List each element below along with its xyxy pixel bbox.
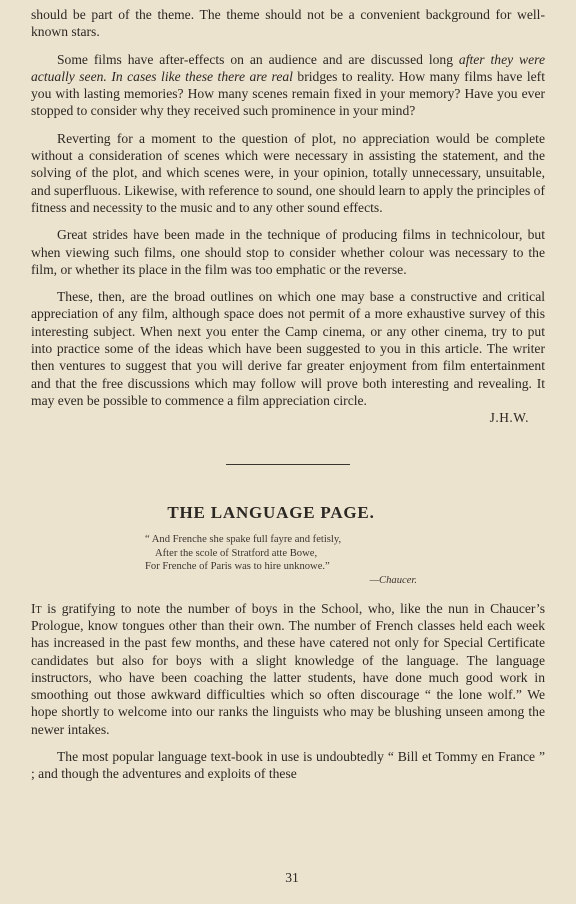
epigraph-verse (31, 533, 545, 587)
language-paragraph-2: The most popular language text-book in use is undoubtedly “ Bill et Tommy en France ” ; and though the adventures and exploits of these (31, 748, 545, 782)
paragraph-2-text-b: bridges to reality. How many films have left you with lasting memories? How many scenes remain fixed in your memory? Have you ever stopped to consider why they received such prominence in your mind? (31, 68, 545, 119)
article-paragraph-4: Great strides have been made in the technique of producing films in technicolour, but when viewing such films, one should stop to consider whether colour was necessary to the film, or whether its place in the film was too emphatic or the reverse. (31, 227, 545, 277)
language-paragraph-1 (31, 600, 545, 738)
verse-line-3: For Frenche of Paris was to hire unknowe.” (145, 561, 330, 573)
paragraph-2-emphasis-1: after they were actually seen. (31, 51, 545, 84)
verse-line-2: After the scole of Stratford atte Bowe, (155, 547, 318, 559)
verse-attribution: —Chaucer. (369, 575, 417, 587)
article-paragraph-5: These, then, are the broad outlines on which one may base a constructive and critical appreciation of any film, although space does not permit of a more exhaustive survey of this interesting subject. When next you enter the Camp cinema, or any other cinema, try to put into practice some of the ideas which have been suggested to you in this article. The writer then ventures to suggest that you will derive far greater enjoyment from film entertainment and that the free discussions which may follow will prove both interesting and revealing. It may even be possible to commence a film appreciation circle. (31, 289, 545, 408)
page-number: 31 (285, 870, 299, 885)
paragraph-opening-word: It (31, 600, 42, 616)
article-paragraph-2 (31, 51, 545, 120)
author-signature: J.H.W. (489, 410, 529, 426)
verse-line-1: “ And Frenche she spake full fayre and fetisly, (145, 534, 342, 546)
language-paragraph-1-text: is gratifying to note the number of boys in the School, who, like the nun in Chaucer’s Prologue, know tongues other than their own. The number of French classes held each week has increased in the past few months, and these have catered not only for Special Certificate candidates but also for boys with a slight knowledge of the language. The language instructors, who have been coaching the latter students, have done much good work in smoothing out those awkward difficulties which so often discourage “ the lone wolf.” We hope shortly to welcome into our ranks the linguists who may be blushing unseen among the newer intakes. (31, 600, 545, 737)
article-paragraph-3: Reverting for a moment to the question of plot, no appreciation would be complete without a consideration of scenes which were necessary in assisting the statement, and the solving of the plot, and which scenes were, in your opinion, totally unnecessary, unsuitable, and superfluous. Likewise, with reference to sound, one should learn to apply the principles of fitness and necessity to the music and to any other sound effects. (31, 130, 545, 215)
paragraph-2-emphasis-2: In cases like these there are real (111, 68, 293, 84)
section-divider (226, 464, 350, 465)
section-title: THE LANGUAGE PAGE. (167, 503, 375, 523)
article-paragraph-1: should be part of the theme. The theme should not be a convenient background for well-known stars. (31, 7, 545, 40)
paragraph-2-text-a: Some films have after-effects on an audience and are discussed long (57, 51, 459, 67)
